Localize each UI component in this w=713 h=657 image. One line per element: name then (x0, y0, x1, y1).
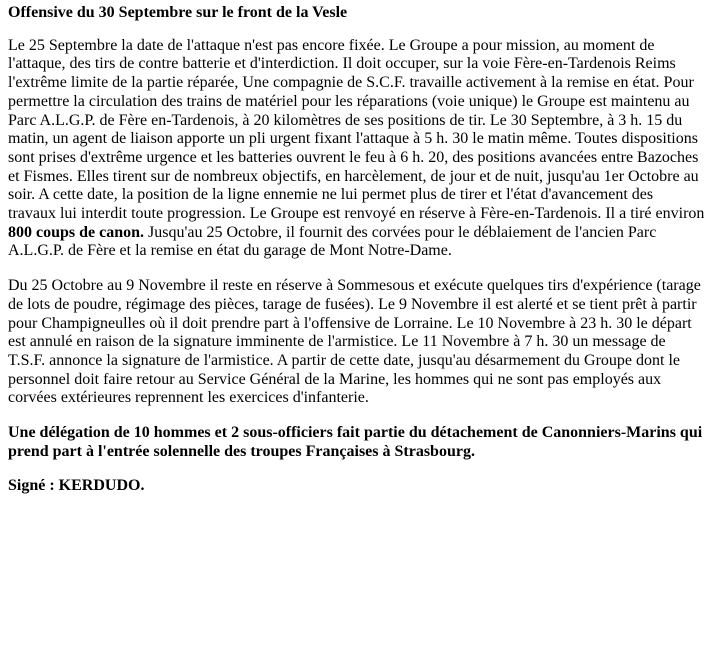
signature: Signé : KERDUDO. (8, 477, 145, 495)
document-title: Offensive du 30 Septembre sur le front de la Vesle (8, 4, 348, 21)
paragraph-armistice: Du 25 Octobre au 9 Novembre il reste en réserve à Sommesous et exécute quelques tirs d'expérience (tarage de lots de poudre, régimage des pièces, tarage de fusées). Le 9 Novembre il est alerté et se tient prêt à partir pour Champigneulles où il doit prendre part à l'offensive de Lorraine. Le 10 Novembre à 23 h. 30 le départ est annulé en raison de la signature imminente de l'armistice. Le 11 Novembre à 7 h. 30 un message de T.S.F. annonce la signature de l'armistice. A partir de cette date, jusqu'au désarmement du Groupe dont le personnel doit faire retour au Service Général de la Marine, les hommes qui ne sont pas employés aux corvées extérieures reprennent les exercices d'infanterie. (8, 277, 701, 407)
paragraph-strasbourg-delegation: Une délégation de 10 hommes et 2 sous-officiers fait partie du détachement de Canonniers-Marins qui prend part à l'entrée solennelle des troupes Françaises à Strasbourg. (8, 424, 703, 460)
shots-fired-highlight: 800 coups de canon. (8, 223, 145, 241)
paragraph-offensive-text: Le 25 Septembre la date de l'attaque n'est pas encore fixée. Le Groupe a pour mission, au moment de l'attaque, des tirs de contre batterie et d'interdiction. Il doit occuper, sur la voie Fère-en-Tardenois Reims l'extrême limite de la partie réparée, Une compagnie de S.C.F. travaille activement à la remise en état. Pour permettre la circulation des trains de matériel pour les réparations (voie unique) le Groupe est maintenu au Parc A.L.G.P. de Fère en-Tardenois, à 20 kilomètres de ses positions de tir. Le 30 Septembre, à 3 h. 15 du matin, un agent de liaison apporte un pli urgent fixant l'attaque à 5 h. 30 le matin même. Toutes dispositions sont prises d'extrême urgence et les batteries ouvrent le feu à 6 h. 20, des positions avancées entre Bazoches et Fismes. Elles tirent sur de nombreux objectifs, en harcèlement, de jour et de nuit, jusqu'au 1er Octobre au soir. A cette date, la position de la ligne ennemie ne lui permet plus de tirer et l'état d'avancement des travaux lui interdit toute progression. Le Groupe est renvoyé en réserve à Fère-en-Tardenois. Il a tiré environ (8, 36, 705, 223)
paragraph-offensive-text-end: Jusqu'au 25 Octobre, il fournit des corvées pour le déblaiement de l'ancien Parc A.L.G.P. de Fère et la remise en état du garage de Mont Notre-Dame. (8, 223, 657, 260)
paragraph-offensive (8, 37, 705, 261)
